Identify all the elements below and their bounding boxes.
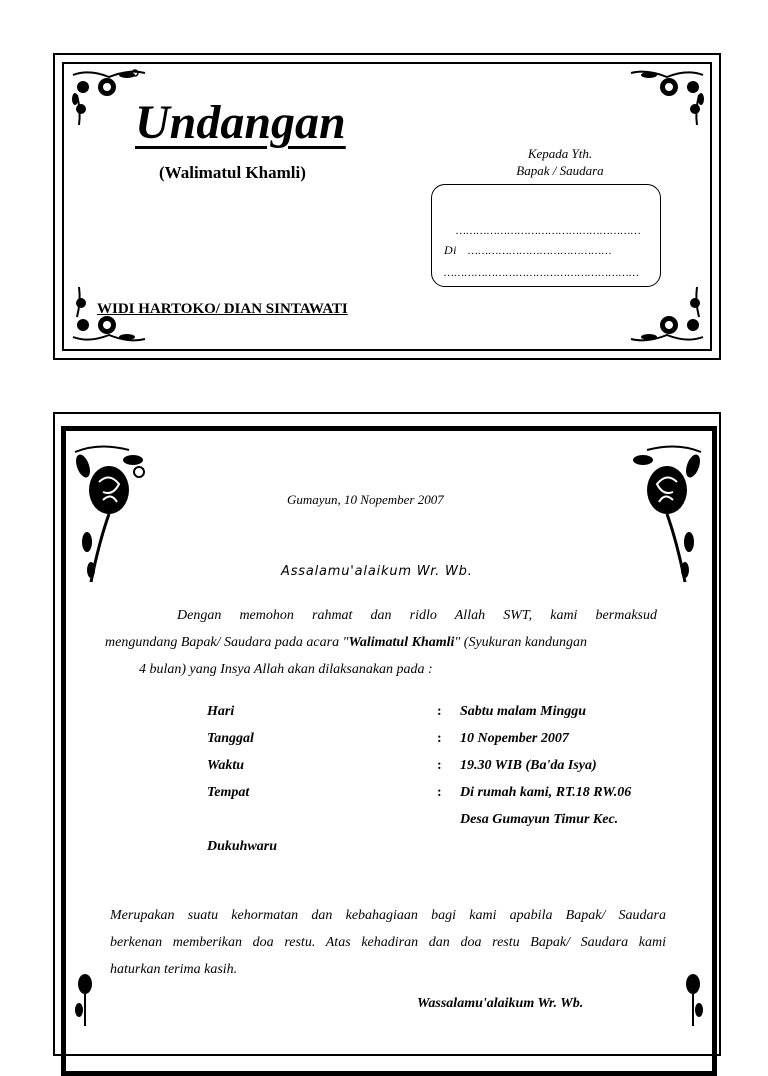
intro-line-3: 4 bulan) yang Insya Allah akan dilaksanakan pada :: [139, 662, 433, 677]
rose-bud-bottom-right-icon: [677, 970, 707, 1026]
detail-value-waktu: 19.30 WIB (Ba'da Isya): [460, 758, 597, 773]
invitation-title: Undangan: [135, 96, 346, 149]
letter-card: [53, 412, 721, 1056]
recipient-line-2: Bapak / Saudara: [516, 163, 604, 178]
host-names: WIDI HARTOKO/ DIAN SINTAWATI: [97, 301, 348, 317]
intro-line-2: [105, 629, 587, 656]
detail-label-tempat: Tempat: [207, 785, 250, 800]
detail-colon: :: [437, 704, 442, 719]
address-box: [431, 184, 661, 287]
detail-value-tempat: Di rumah kami, RT.18 RW.06: [460, 785, 632, 800]
address-dots-line-2: ……………………………………: [468, 245, 612, 257]
address-dots-line-1: ………………………………………………: [456, 225, 642, 237]
address-dots-line-3: …………………………………………………: [444, 267, 640, 279]
closing-line-1: Merupakan suatu kehormatan dan kebahagiaan bagi kami apabila Bapak/ Saudara: [110, 908, 666, 923]
intro-line-1: Dengan memohon rahmat dan ridlo Allah SWT, kami bermaksud: [177, 608, 657, 623]
detail-colon: :: [437, 758, 442, 773]
intro-line-2-suffix: " (Syukuran kandungan: [454, 635, 588, 650]
farewell: Wassalamu'alaikum Wr. Wb.: [417, 996, 584, 1011]
address-di-label: Di: [444, 243, 457, 257]
floral-corner-bottom-right-icon: [627, 283, 707, 347]
rose-ornament-top-right-icon: [625, 442, 707, 590]
detail-label-hari: Hari: [207, 704, 235, 719]
detail-colon: :: [437, 785, 442, 800]
letter-date: Gumayun, 10 Nopember 2007: [287, 492, 444, 507]
closing-line-3: haturkan terima kasih.: [110, 962, 238, 977]
envelope-card: [53, 53, 721, 360]
closing-line-2: berkenan memberikan doa restu. Atas kehadiran dan doa restu Bapak/ Saudara kami: [110, 935, 666, 950]
detail-label-tanggal: Tanggal: [207, 731, 254, 746]
greeting: Assalamu'alaikum Wr. Wb.: [281, 564, 473, 579]
rose-ornament-top-left-icon: [69, 442, 151, 590]
invitation-subtitle: (Walimatul Khamli): [159, 163, 306, 182]
intro-line-2-prefix: mengundang Bapak/ Saudara pada acara ": [105, 635, 349, 650]
detail-value-tanggal: 10 Nopember 2007: [460, 731, 569, 746]
floral-corner-top-right-icon: [627, 65, 707, 129]
detail-value-hari: Sabtu malam Minggu: [460, 704, 587, 719]
recipient-line-1: Kepada Yth.: [527, 146, 593, 161]
detail-colon: :: [437, 731, 442, 746]
intro-event-name: Walimatul Khamli: [348, 635, 455, 650]
detail-value-tempat-overflow: Dukuhwaru: [207, 839, 278, 854]
rose-bud-bottom-left-icon: [71, 970, 101, 1026]
detail-value-tempat-continued: Desa Gumayun Timur Kec.: [460, 812, 619, 827]
detail-label-waktu: Waktu: [207, 758, 245, 773]
recipient-label: [495, 145, 625, 179]
